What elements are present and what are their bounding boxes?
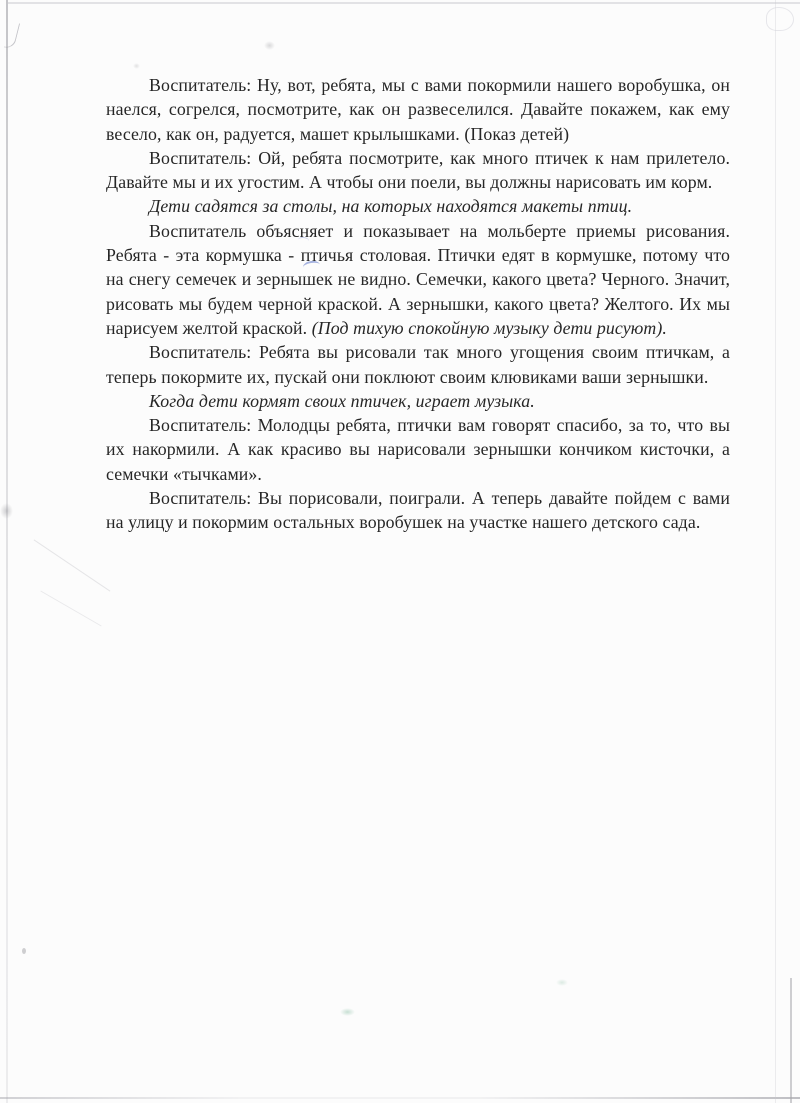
scan-speck (22, 948, 26, 954)
stage-direction-children-sit: Дети садятся за столы, на которых находятся макеты птиц. (149, 196, 633, 217)
scan-smudge (0, 503, 13, 519)
paragraph-teacher-go-outside: Воспитатель: Вы порисовали, поиграли. А теперь давайте пойдем с вами на улицу и покормим остальных воробушек на участке нашего детского сада. (106, 488, 730, 533)
stage-direction-music: Когда дети кормят своих птичек, играет музыка. (149, 390, 535, 411)
scan-bottom-edge-line (0, 1097, 800, 1099)
paragraph-teacher-more-birds: Воспитатель: Ой, ребята посмотрите, как много птичек к нам прилетело. Давайте мы и их угостим. А чтобы они поели, вы должны нарисовать им корм. (106, 147, 730, 193)
scan-top-right-artifact (766, 7, 794, 31)
paragraph-teacher-sparrow: Воспитатель: Ну, вот, ребята, мы с вами покормили нашего воробушка, он наелся, согрелся, посмотрите, как он развеселился. Давайте покажем, как ему весело, как он, радуется, машет крылышками. (Показ детей) (106, 75, 730, 144)
scan-smudge (264, 41, 275, 50)
scan-left-edge-line (6, 0, 8, 1103)
scan-smudge-green (340, 1008, 355, 1016)
scan-right-edge-line (775, 0, 776, 1103)
scan-top-edge-line (8, 2, 800, 4)
paragraph-teacher-demonstration-text: Воспитатель объясняет и показывает на мольберте приемы рисования. Ребята - эта кормушка - птичья столовая. Птички едят в кормушке, потому что на снегу семечек и зернышек не видно. Семечки, какого цвета? Черного. Значит, рисовать мы будем черной краской. А зернышки, какого цвета? Желтого. Их мы нарисуем желтой краской. (106, 220, 730, 338)
lesson-transcript (106, 73, 730, 535)
scan-right-edge-line-bottom (790, 978, 792, 1103)
scan-smudge (133, 63, 140, 69)
paragraph-teacher-demonstration-stage-note: (Под тихую спокойную музыку дети рисуют). (311, 317, 667, 338)
paragraph-teacher-feed-birds: Воспитатель: Ребята вы рисовали так много угощения своим птичкам, а теперь покормите их, пускай они поклюют своим клювиками ваши зернышки. (106, 342, 730, 387)
scan-smudge-green (556, 979, 568, 986)
paragraph-teacher-demonstration (106, 219, 730, 340)
pencil-stroke (40, 591, 101, 627)
paragraph-teacher-praise: Воспитатель: Молодцы ребята, птички вам говорят спасибо, за то, что вы их накормили. А как красиво вы нарисовали зернышки кончиком кисточки, а семечки «тычками». (106, 415, 730, 484)
pencil-stroke (34, 539, 111, 591)
